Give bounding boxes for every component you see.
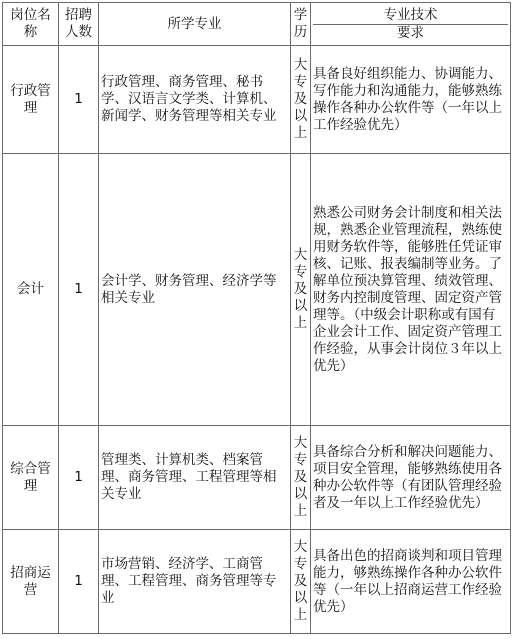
table-row: [3, 46, 511, 154]
header-skills-bottom: 要求: [397, 24, 424, 41]
cell-count: 1: [59, 530, 99, 634]
cell-major: 行政管理、商务管理、秘书学、汉语言文学类、计算机、新闻学、财务管理等相关专业: [99, 46, 291, 154]
cell-major: 市场营销、经济学、工商管理、工程管理、商务管理等专业: [99, 530, 291, 634]
cell-major: 管理类、计算机类、档案管理、商务管理、工程管理等相关专业: [99, 426, 291, 530]
cell-requirements: 具备良好组织能力、协调能力、写作能力和沟通能力，能够熟练操作各种办公软件等（一年以上工作经验优先）: [311, 46, 511, 154]
cell-education: 大专及以上: [291, 426, 311, 530]
table-row: [3, 530, 511, 634]
cell-requirements: 熟悉公司财务会计制度和相关法规，熟悉企业管理流程，熟练使用财务软件等，能够胜任凭证审核、记账、报表编制等业务。了解单位预决算管理、绩效管理、财务内控制度管理、固定资产管理等。（中级会计职称或有国有企业会计工作、固定资产管理工作经验，从事会计岗位３年以上优先）: [311, 154, 511, 426]
cell-position: 综合管理: [3, 426, 59, 530]
header-position: 岗位名称: [3, 3, 59, 46]
cell-position: 会计: [3, 154, 59, 426]
table-row: [3, 154, 511, 426]
cell-education: 大专及以上: [291, 154, 311, 426]
header-skills: [311, 3, 511, 46]
cell-position: 招商运营: [3, 530, 59, 634]
cell-requirements: 具备综合分析和解决问题能力、项目安全管理，能够熟练使用各种办公软件等（有团队管理经验者及一年以上工作经验优先）: [311, 426, 511, 530]
header-education: 学历: [291, 3, 311, 46]
cell-count: 1: [59, 46, 99, 154]
cell-count: 1: [59, 426, 99, 530]
recruitment-table: [2, 2, 511, 634]
header-count: 招聘人数: [59, 3, 99, 46]
header-row: [3, 3, 511, 46]
table-row: [3, 426, 511, 530]
cell-position: 行政管理: [3, 46, 59, 154]
cell-requirements: 具备出色的招商谈判和项目管理能力，够熟练操作各种办公软件等（一年以上招商运营工作经验优先）: [311, 530, 511, 634]
cell-count: 1: [59, 154, 99, 426]
cell-education: 大专及以上: [291, 530, 311, 634]
cell-major: 会计学、财务管理、经济学等相关专业: [99, 154, 291, 426]
header-skills-top: 专业技术: [313, 7, 508, 25]
header-major: 所学专业: [99, 3, 291, 46]
cell-education: 大专及以上: [291, 46, 311, 154]
